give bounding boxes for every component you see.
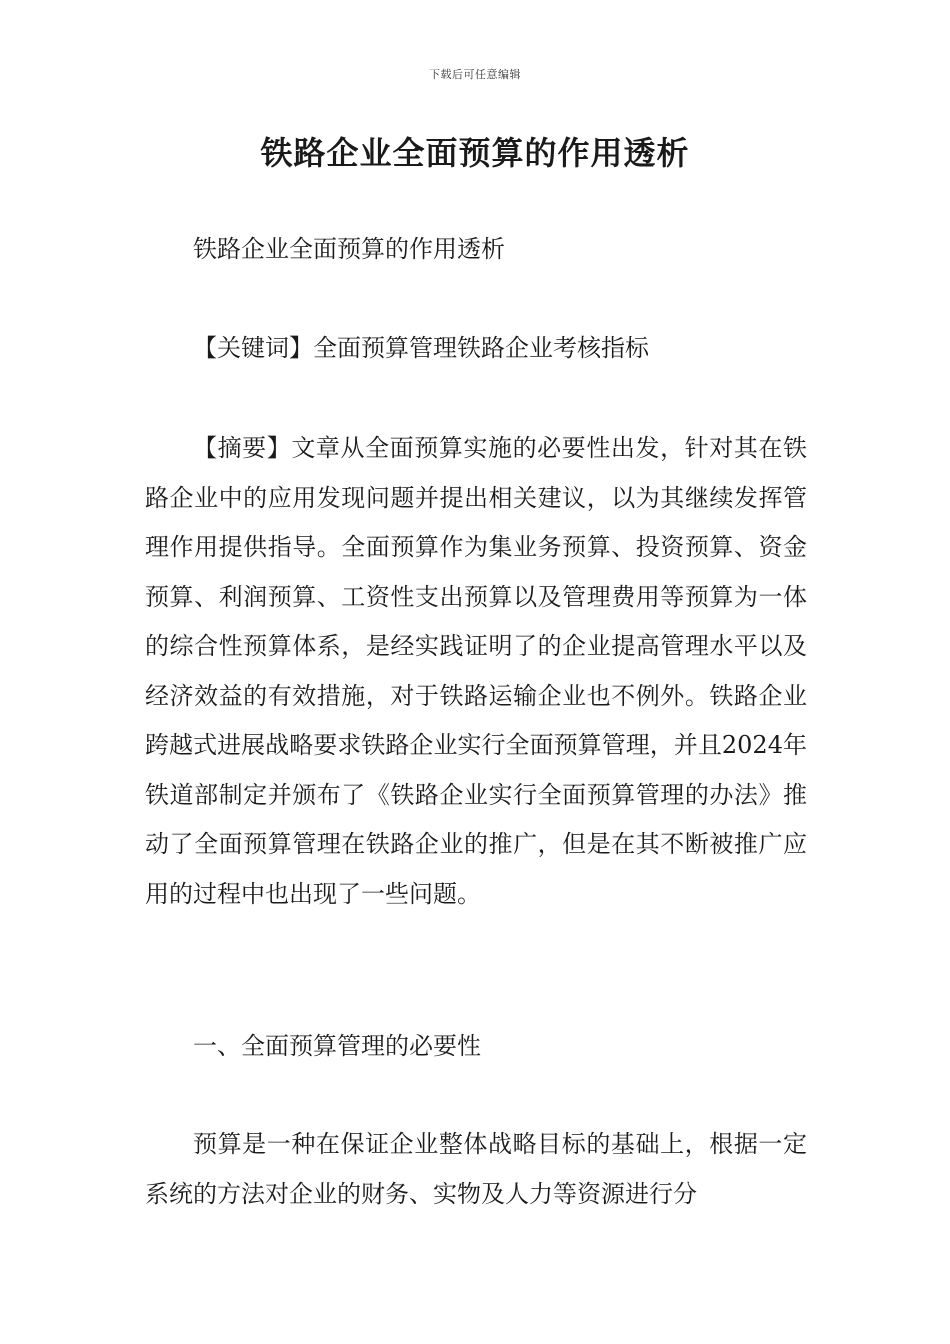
document-title: 铁路企业全面预算的作用透析 bbox=[260, 134, 690, 172]
abstract-paragraph: 【摘要】文章从全面预算实施的必要性出发，针对其在铁路企业中的应用发现问题并提出相关建议，以为其继续发挥管理作用提供指导。全面预算作为集业务预算、投资预算、资金预算、利润预算、工资性支出预算以及管理费用等预算为一体的综合性预算体系，是经实践证明了的企业提高管理水平以及经济效益的有效措施，对于铁路运输企业也不例外。铁路企业跨越式进展战略要求铁路企业实行全面预算管理，并且2024年铁道部制定并颁布了《铁路企业实行全面预算管理的办法》推动了全面预算管理在铁路企业的推广，但是在其不断被推广应用的过程中也出现了一些问题。 bbox=[145, 434, 807, 908]
body-paragraph: 预算是一种在保证企业整体战略目标的基础上，根据一定系统的方法对企业的财务、实物及人力等资源进行分 bbox=[145, 1130, 807, 1208]
section-heading: 一、全面预算管理的必要性 bbox=[193, 1032, 481, 1060]
keywords-paragraph: 【关键词】全面预算管理铁路企业考核指标 bbox=[193, 334, 649, 362]
header-note: 下载后可任意编辑 bbox=[429, 68, 521, 81]
document-subtitle: 铁路企业全面预算的作用透析 bbox=[193, 235, 505, 263]
